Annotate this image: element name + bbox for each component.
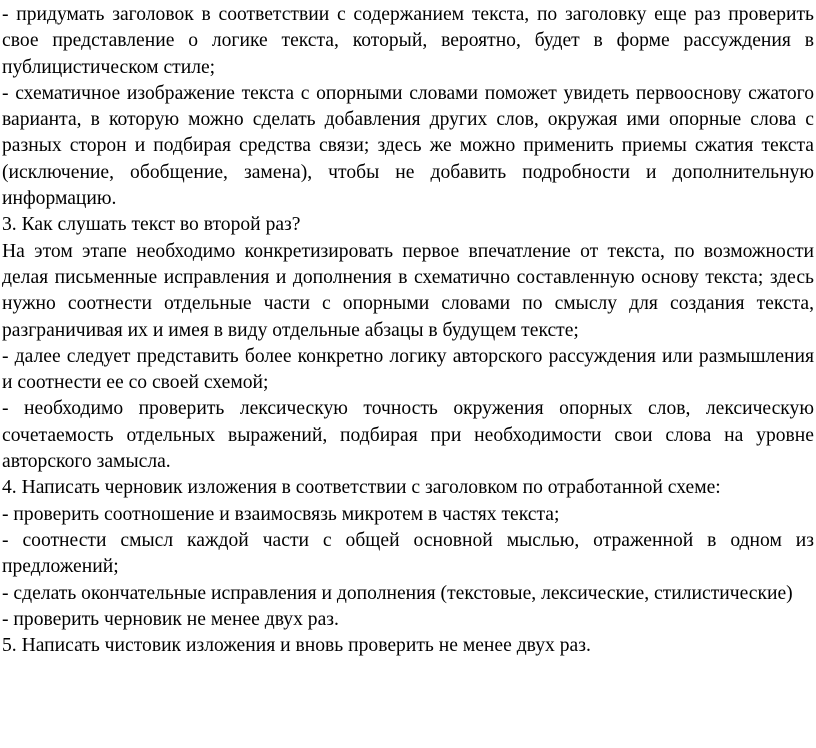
heading-step-5: 5. Написать чистовик изложения и вновь проверить не менее двух раз. (2, 635, 591, 657)
paragraph-lexical: - необходимо проверить лексическую точность окружения опорных слов, лексическую сочетаемость отдельных выражений, подбирая при необходимости свои слова на уровне авторского замысла. (2, 398, 814, 473)
paragraph-final-edits: - сделать окончательные исправления и дополнения (текстовые, лексические, стилистические) (2, 582, 793, 604)
paragraph-step-3-intro: На этом этапе необходимо конкретизировать первое впечатление от текста, по возможности делая письменные исправления и дополнения в схематично составленную основу текста; здесь нужно соотнести отдельные части с опорными словами по смыслу для создания текста, разграничивая их и имея в виду отдельные абзацы в будущем тексте; (2, 240, 814, 341)
heading-step-4: 4. Написать черновик изложения в соответствии с заголовком по отработанной схеме: (2, 477, 721, 499)
paragraph-check-draft: - проверить черновик не менее двух раз. (2, 608, 339, 630)
paragraph-main-idea: - соотнести смысл каждой части с общей основной мыслью, отраженной в одном из предложений; (2, 529, 814, 578)
paragraph-microtopics: - проверить соотношение и взаимосвязь микротем в частях текста; (2, 503, 560, 525)
paragraph-logic: - далее следует представить более конкретно логику авторского рассуждения или размышления и соотнести ее со своей схемой; (2, 345, 814, 394)
paragraph-title-step: - придумать заголовок в соответствии с содержанием текста, по заголовку еще раз проверить свое представление о логике текста, который, вероятно, будет в форме рассуждения в публицистическом стиле; (2, 4, 814, 78)
paragraph-schematic: - схематичное изображение текста с опорными словами поможет увидеть первооснову сжатого варианта, в которую можно сделать добавления других слов, окружая ими опорные слова с разных сторон и подбирая средства связи; здесь же можно применить приемы сжатия текста (исключение, обобщение, замена), чтобы не добавить подробности и дополнительную информацию. (2, 82, 814, 210)
heading-step-3: 3. Как слушать текст во второй раз? (2, 214, 301, 236)
